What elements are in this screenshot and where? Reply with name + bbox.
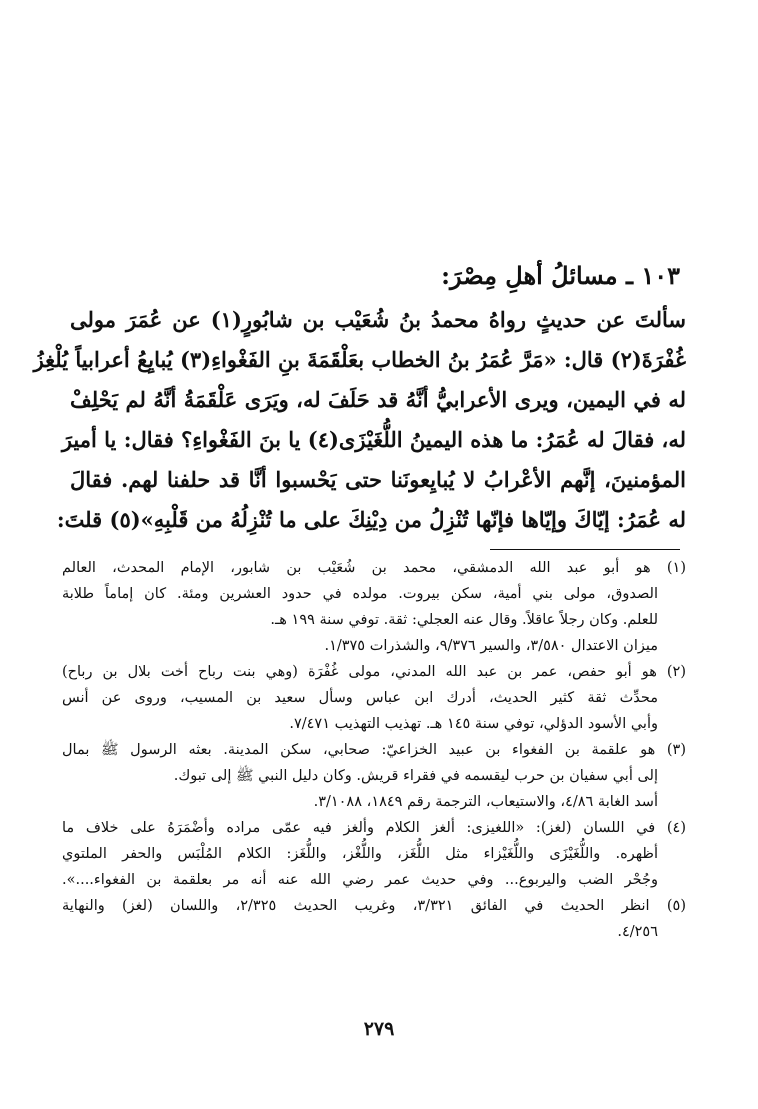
footnote-line: الصدوق، مولى بني أمية، سكن بيروت. مولده في حدود العشرين ومئة. كان إماماً طلابة — [62, 586, 658, 602]
footnote-separator — [490, 549, 680, 550]
footnote-1 — [62, 555, 686, 659]
section-heading: ١٠٣ ـ مسائلُ أهلِ مِصْرَ: — [441, 261, 680, 290]
footnotes — [62, 555, 686, 945]
footnote-line: إلى أبي سفيان بن حرب ليقسمه في فقراء قريش. وكان دليل النبي ﷺ إلى تبوك. — [173, 768, 658, 784]
footnote-line: (٤) في اللسان (لغز): «اللغيزى: ألغز الكلام وألغز فيه عمّى مراده وأضْمَرَهُ على خلاف ما — [62, 820, 686, 836]
footnote-line: أظهره. واللُّغَيْزَى واللُّغَيْزاء مثل اللُّغَز، واللُّغْز، واللُّغَز: الكلام المُلْبَس والحفر الملتوي — [62, 846, 658, 862]
main-text-line: المؤمنينَ، إنَّهم الأعْرابُ لا يُبايِعونَنا حتى يَحْسبوا أنَّا قد حلفنا لهم. فقالَ — [70, 467, 686, 492]
footnote-line: وجُحْر الضب واليربوع... وفي حديث عمر رضي الله عنه أنه مر بعلقمة بن الفغواء....». — [62, 872, 658, 888]
footnote-3 — [62, 737, 686, 815]
footnote-4 — [62, 815, 686, 893]
footnote-line: وأبي الأسود الدؤلي، توفي سنة ١٤٥ هـ. تهذيب التهذيب ٧/٤٧١. — [289, 716, 658, 732]
footnote-line: (٣) هو علقمة بن الفغواء بن عبيد الخزاعيّ: صحابي، سكن المدينة. بعثه الرسول ﷺ بمال — [62, 742, 686, 758]
footnote-line: (٢) هو أبو حفص، عمر بن عبد الله المدني، مولى غُفْرَة (وهي بنت رباح أخت بلال بن رباح) — [62, 664, 686, 680]
footnote-2 — [62, 659, 686, 737]
footnote-line: (٥) انظر الحديث في الفائق ٣/٣٢١، وغريب الحديث ٢/٣٢٥، واللسان (لغز) والنهاية — [62, 898, 686, 914]
page-number: ٢٧٩ — [363, 1018, 395, 1040]
footnote-5 — [62, 893, 686, 945]
main-text-line: له في اليمين، ويرى الأعرابيُّ أنَّهُ قد حَلَفَ له، ويَرَى عَلْقَمَةُ أنَّهُ لم يَحْلِفْ — [70, 387, 686, 412]
footnote-line: للعلم. وكان رجلاً عاقلاً. وقال عنه العجلي: ثقة. توفي سنة ١٩٩ هـ. — [270, 612, 658, 628]
footnote-line: ميزان الاعتدال ٣/٥٨٠، والسير ٩/٣٧٦، والشذرات ١/٣٧٥. — [324, 638, 658, 654]
main-text-line: سألتَ عن حديثٍ رواهُ محمدُ بنُ شُعَيْب بن شابُورٍ(١) عن عُمَرَ مولى — [70, 307, 686, 332]
main-text — [33, 300, 686, 540]
main-text-line: له عُمَرُ: إيّاكَ وإيّاها فإنّها تُنْزِلُ من دِيْنِكَ على ما تُنْزِلُهُ من قَلْبِهِ»(٥) قلتَ: — [56, 507, 686, 532]
footnote-line: ٤/٢٥٦. — [617, 924, 658, 940]
main-text-line: له، فقالَ له عُمَرُ: ما هذه اليمينُ اللُّغَيْزَى(٤) يا بنَ الفَغْواءِ؟ فقال: يا أميرَ — [61, 427, 686, 452]
footnote-line: (١) هو أبو عبد الله الدمشقي، محمد بن شُعَيْب بن شابور، الإمام المحدث، العالم — [62, 560, 686, 576]
main-text-line: غُفْرَةَ(٢) قال: «مَرَّ عُمَرُ بنُ الخطاب بعَلْقَمَةَ بنِ الفَغْواءِ(٣) يُبايِعُ أعرابياً يُلْغِزُ — [33, 347, 686, 372]
footnote-line: أسد الغابة ٤/٨٦، والاستيعاب، الترجمة رقم ١٨٤٩، ٣/١٠٨٨. — [313, 794, 658, 810]
footnote-line: محدِّث ثقة كثير الحديث، أدرك ابن عباس وسأل سعيد بن المسيب، وروى عن أنس — [62, 690, 658, 706]
